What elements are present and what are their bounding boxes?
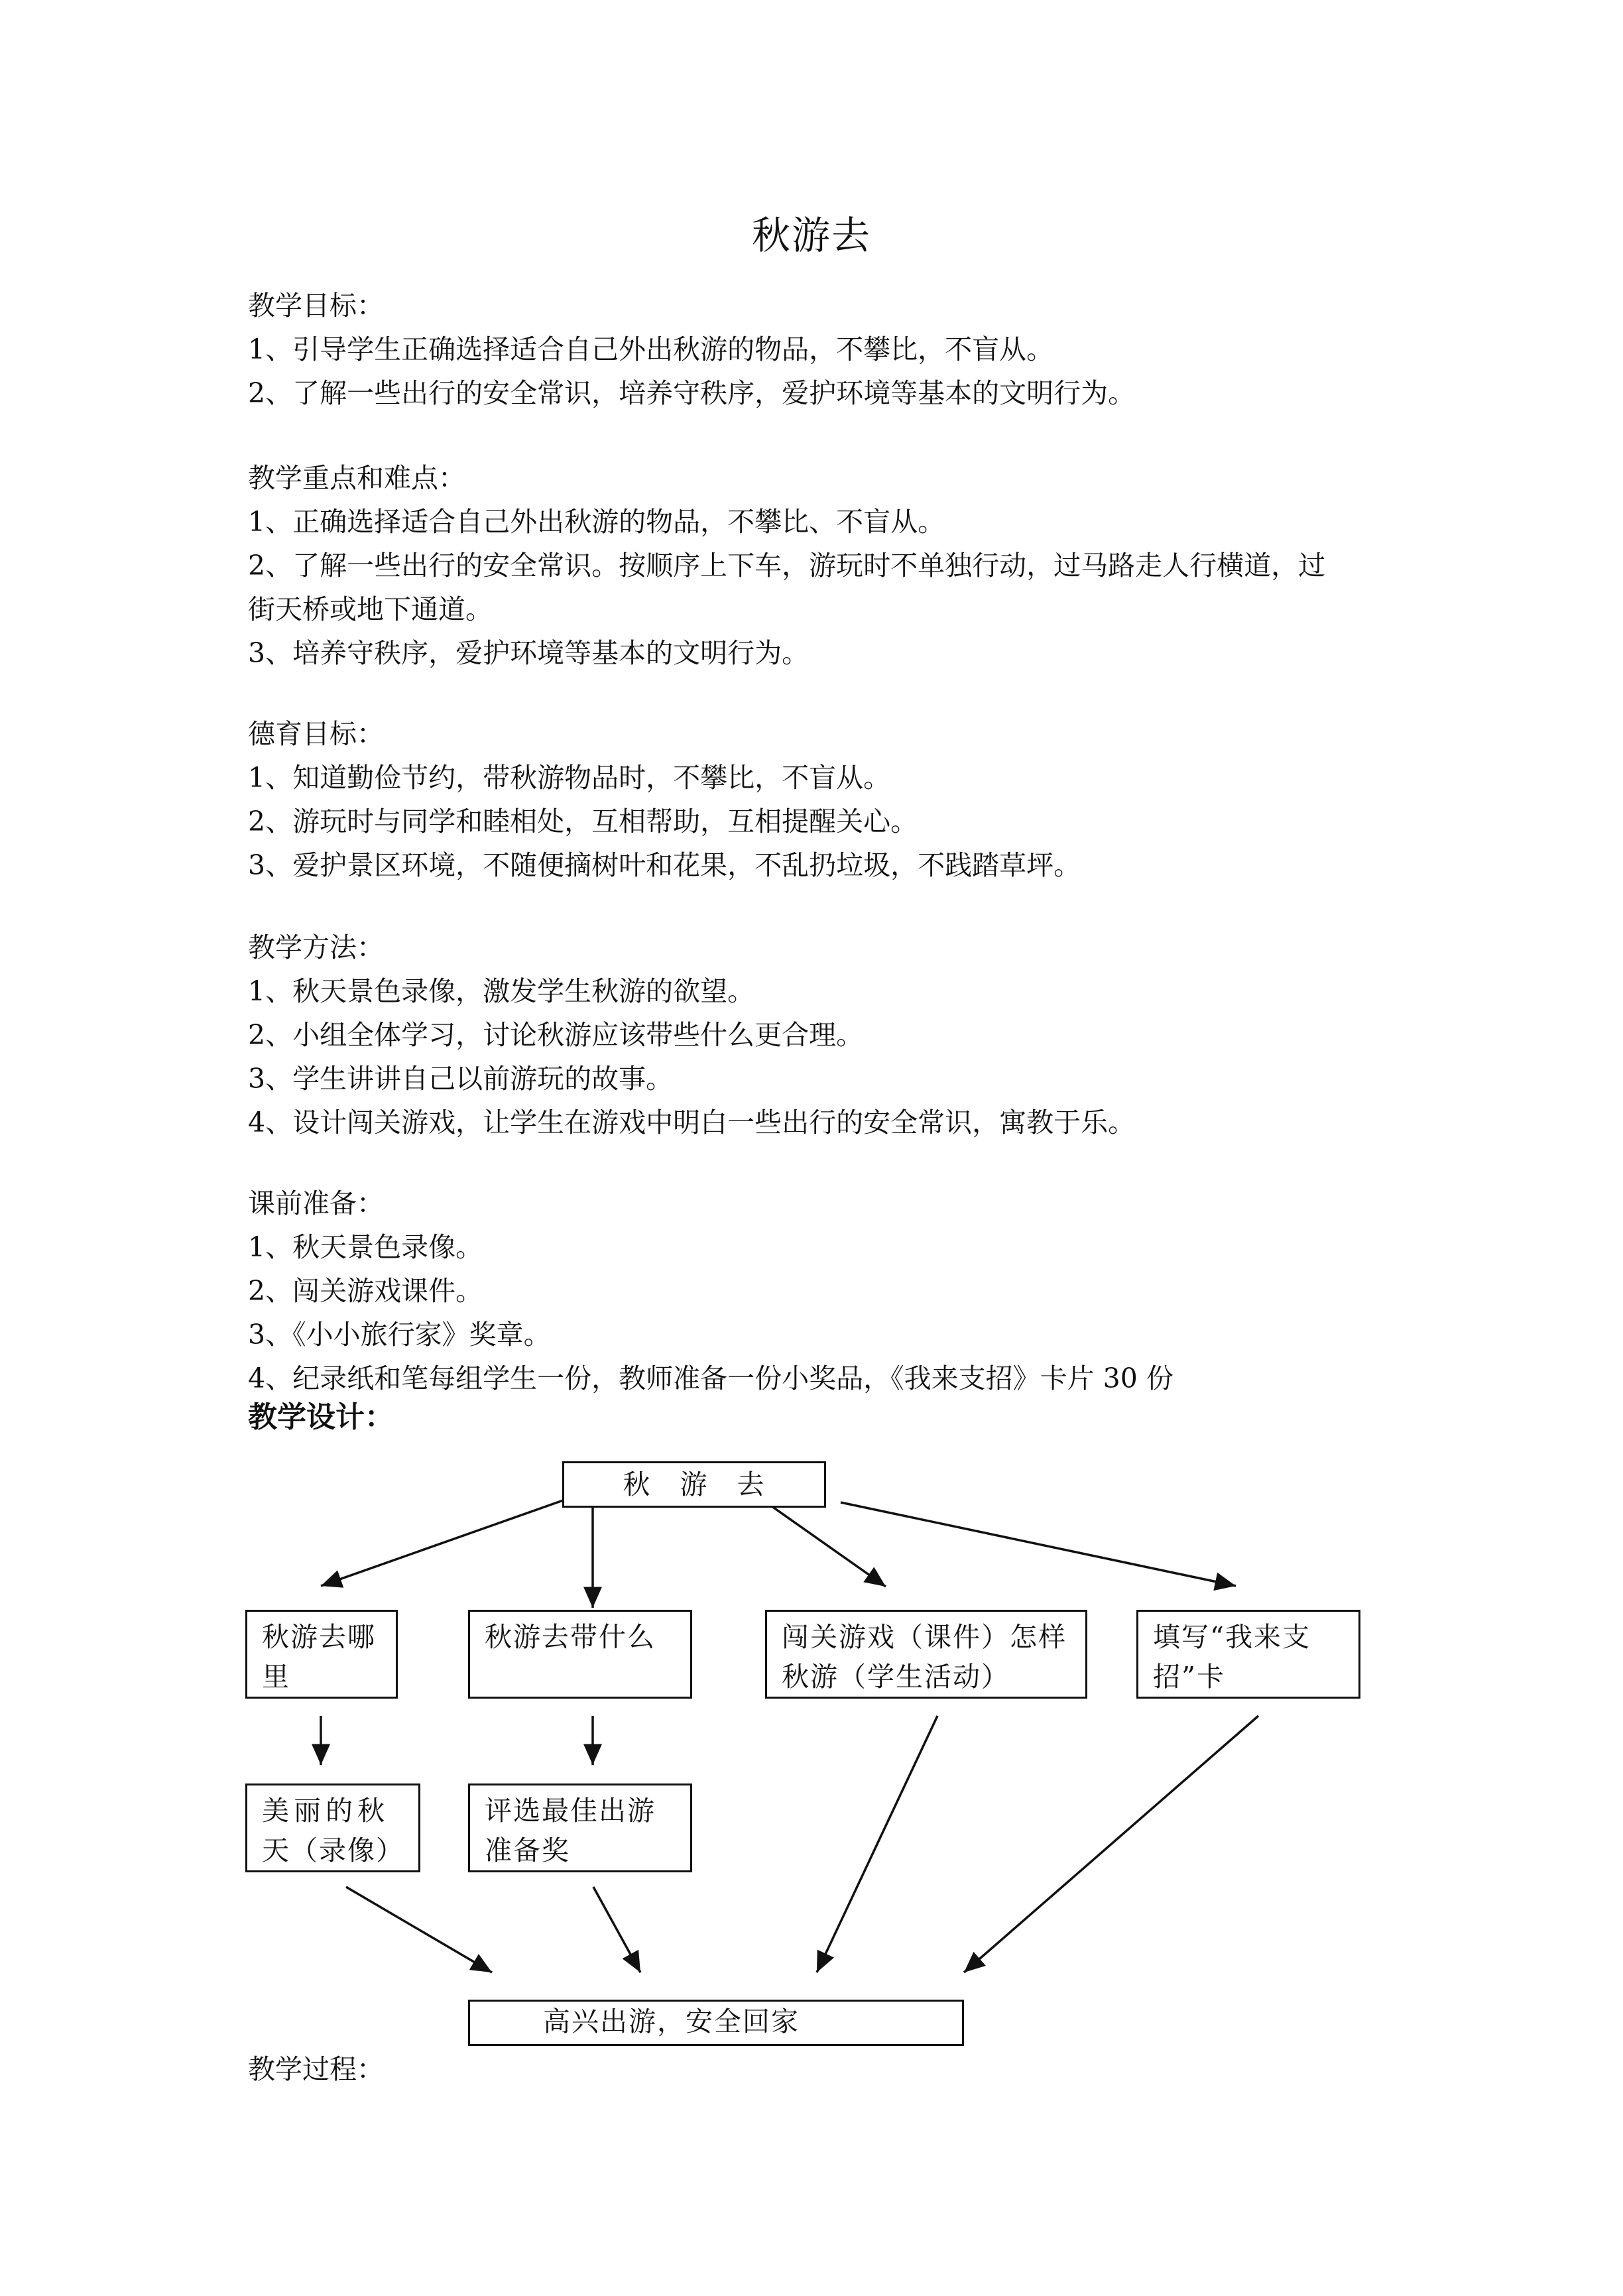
node-best-prep-award [468,1783,692,1872]
node-label-line: 天（录像） [262,1835,404,1866]
section-heading: 课前准备： [248,1187,384,1219]
list-item: 1、正确选择适合自己外出秋游的物品，不攀比、不盲从。 [248,506,945,538]
list-item: 3、爱护景区环境，不随便摘树叶和花果，不乱扔垃圾，不践踏草坪。 [248,849,1081,881]
arrow-autumn-to-bottom [346,1887,492,1972]
list-item: 2、小组全体学习，讨论秋游应该带些什么更合理。 [248,1019,864,1051]
list-item: 2、闯关游戏课件。 [248,1275,483,1307]
list-item: 4、纪录纸和笔每组学生一份，教师准备一份小奖品，《我来支招》卡片 30 份 [248,1362,1173,1394]
section-heading: 教学方法： [248,932,384,963]
arrow-root-to-card [841,1502,1236,1586]
list-item: 1、秋天景色录像。 [248,1231,483,1263]
page-title: 秋游去 [751,213,871,258]
node-label-line: 秋游（学生活动） [782,1661,1010,1693]
node-game [765,1610,1087,1699]
node-card [1136,1610,1360,1699]
arrow-root-to-game [762,1500,886,1587]
process-heading: 教学过程： [248,2053,384,2085]
node-autumn-video [245,1783,420,1872]
section-heading: 德育目标： [248,718,384,750]
arrow-root-to-where [321,1500,565,1586]
arrow-game-to-bottom [817,1716,937,1972]
node-bottom-label: 高兴出游，安全回家 [543,2006,800,2037]
node-label-line: 闯关游戏（课件）怎样 [782,1621,1067,1653]
node-label-line: 填写“我来支 [1153,1621,1311,1653]
design-heading: 教学设计： [248,1400,394,1434]
node-label-line: 秋游去带什么 [485,1621,656,1653]
list-item: 3、培养守秩序，爱护环境等基本的文明行为。 [248,637,810,669]
node-label-line: 里 [262,1661,290,1693]
list-item: 1、引导学生正确选择适合自己外出秋游的物品，不攀比，不盲从。 [248,333,1054,365]
section-heading: 教学重点和难点： [248,462,465,494]
section-heading: 教学目标： [248,290,384,322]
list-item: 1、知道勤俭节约，带秋游物品时，不攀比，不盲从。 [248,762,891,794]
list-item: 街天桥或地下通道。 [248,593,493,625]
node-label-line: 准备奖 [485,1835,570,1866]
node-label-line: 美丽的秋 [262,1795,389,1827]
node-where-to-go [245,1610,398,1699]
list-item: 2、了解一些出行的安全常识。按顺序上下车，游玩时不单独行动，过马路走人行横道，过 [248,550,1326,581]
node-root-label: 秋 游 去 [623,1469,766,1500]
arrow-award-to-bottom [593,1887,640,1972]
list-item: 3、《小小旅行家》奖章。 [248,1319,551,1351]
arrow-card-to-bottom [964,1716,1258,1972]
list-item: 4、设计闯关游戏，让学生在游戏中明白一些出行的安全常识，寓教于乐。 [248,1107,1136,1138]
list-item: 1、秋天景色录像，激发学生秋游的欲望。 [248,975,755,1007]
list-item: 2、了解一些出行的安全常识，培养守秩序，爱护环境等基本的文明行为。 [248,377,1136,409]
node-label-line: 招”卡 [1153,1661,1225,1693]
list-item: 3、学生讲讲自己以前游玩的故事。 [248,1063,674,1095]
node-root [562,1461,826,1508]
node-label-line: 秋游去哪 [262,1621,376,1653]
list-item: 2、游玩时与同学和睦相处，互相帮助，互相提醒关心。 [248,806,918,837]
node-what-to-bring [468,1610,692,1699]
node-happy-safe [468,2000,964,2046]
node-label-line: 评选最佳出游 [485,1795,656,1827]
